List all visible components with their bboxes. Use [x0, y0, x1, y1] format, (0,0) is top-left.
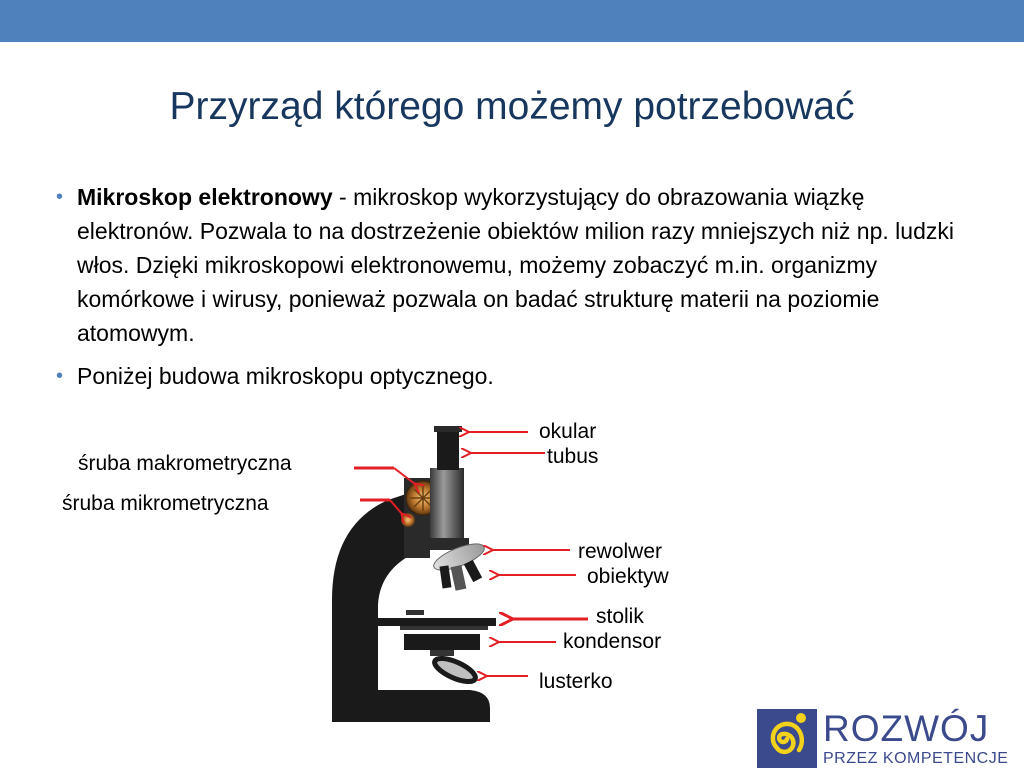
label-rewolwer: rewolwer — [578, 540, 663, 563]
slide-title: Przyrząd którego możemy potrzebować — [169, 85, 855, 128]
label-sruba-makrometryczna: śruba makrometryczna — [78, 452, 292, 475]
bullet-list — [52, 180, 972, 393]
bullet-term: Mikroskop elektronowy — [77, 184, 333, 210]
microscope-icon — [332, 426, 496, 722]
label-stolik: stolik — [596, 605, 644, 628]
bullet-item — [52, 359, 972, 393]
bullet-dot-icon: • — [56, 186, 64, 208]
microscope-diagram — [0, 400, 1024, 730]
bullet-text: - mikroskop wykorzystujący do obrazowania wiązkę elektronów. Pozwala to na dostrzeżenie obiektów milion razy mniejszych niż np. ludzki włos. Dzięki mikroskopowi elektronowemu, możemy zobaczyć m.in. organizmy komórkowe i wirusy, ponieważ pozwala on badać strukturę materii na poziomie atomowym. — [77, 184, 954, 346]
label-kondensor: kondensor — [563, 630, 662, 653]
label-okular: okular — [539, 420, 597, 443]
bullet-dot-icon: • — [56, 365, 64, 387]
top-accent-bar — [0, 0, 1024, 42]
label-tubus: tubus — [547, 445, 599, 468]
label-obiektyw: obiektyw — [587, 565, 669, 588]
logo-word: ROZWÓJ — [823, 708, 990, 749]
bullet-text: Poniżej budowa mikroskopu optycznego. — [77, 363, 494, 389]
rozwoj-logo — [753, 703, 1024, 768]
logo-subtitle: PRZEZ KOMPETENCJE — [823, 750, 1009, 767]
label-sruba-mikrometryczna: śruba mikrometryczna — [62, 492, 269, 515]
label-lusterko: lusterko — [539, 670, 613, 693]
bullet-item — [52, 180, 972, 350]
